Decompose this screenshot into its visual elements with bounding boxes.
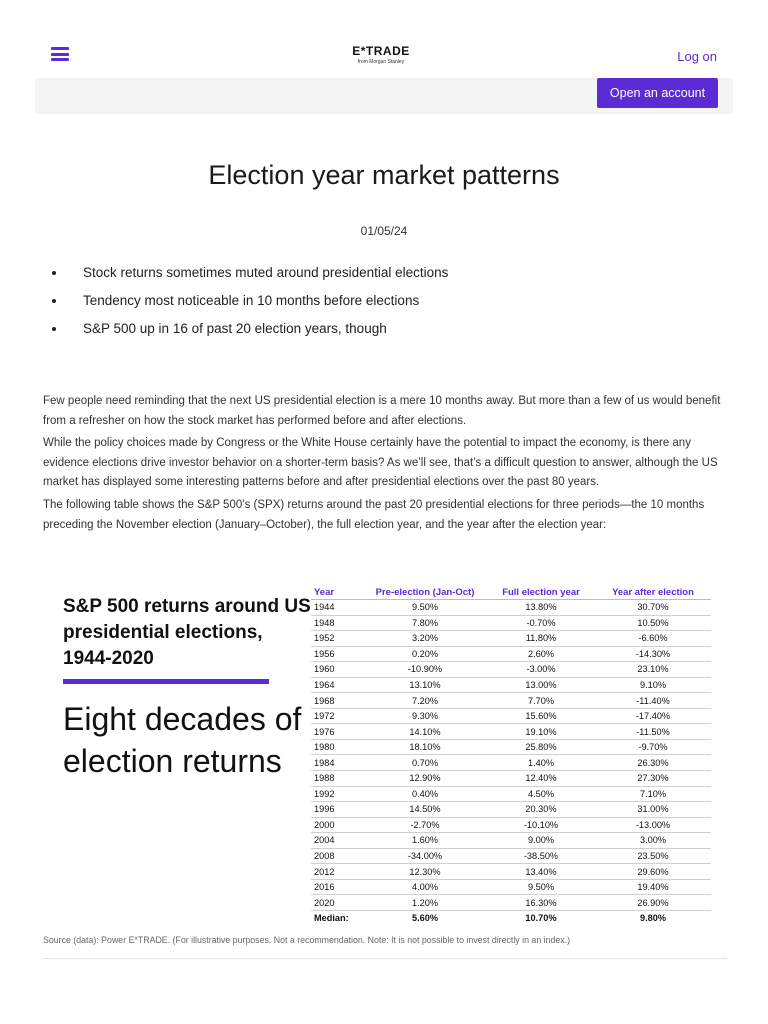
return-cell: 14.10%: [363, 724, 487, 740]
table-row: [311, 662, 711, 678]
return-cell: 26.90%: [595, 895, 711, 911]
table-row: [311, 600, 711, 616]
return-cell: 12.30%: [363, 864, 487, 880]
figure-subtitle: Eight decades of election returns: [63, 701, 302, 779]
return-cell: 0.70%: [363, 755, 487, 771]
year-cell: 1960: [311, 662, 363, 678]
column-header: Full election year: [487, 585, 595, 600]
return-cell: 29.60%: [595, 864, 711, 880]
logo-wordmark: E*TRADE: [352, 44, 410, 58]
median-row: [311, 910, 711, 925]
figure-accent-rule: [63, 679, 269, 684]
return-cell: -10.10%: [487, 817, 595, 833]
return-cell: -14.30%: [595, 646, 711, 662]
return-cell: 1.40%: [487, 755, 595, 771]
etrade-logo[interactable]: [335, 44, 427, 65]
header-top-bar: [35, 32, 733, 78]
return-cell: 3.00%: [595, 833, 711, 849]
median-label: Median:: [314, 913, 349, 924]
table-body: [311, 600, 711, 926]
year-cell: 1980: [311, 739, 363, 755]
return-cell: -2.70%: [363, 817, 487, 833]
return-cell: 16.30%: [487, 895, 595, 911]
return-cell: -0.70%: [487, 615, 595, 631]
table-row: [311, 646, 711, 662]
table-row: [311, 724, 711, 740]
return-cell: 19.40%: [595, 879, 711, 895]
return-cell: 18.10%: [363, 739, 487, 755]
body-paragraph: Few people need reminding that the next US presidential election is a mere 10 months away. But more than a few of us would benefit from a refresher on how the stock market has performed before and after elections.: [43, 395, 721, 427]
year-cell: 1992: [311, 786, 363, 802]
return-cell: 9.50%: [363, 600, 487, 616]
year-cell: 1984: [311, 755, 363, 771]
year-cell: 1964: [311, 677, 363, 693]
median-cell: 9.80%: [639, 913, 667, 924]
table-row: [311, 817, 711, 833]
year-cell: 2020: [311, 895, 363, 911]
key-point: Tendency most noticeable in 10 months before elections: [52, 291, 448, 319]
year-cell: 1956: [311, 646, 363, 662]
return-cell: 3.20%: [363, 631, 487, 647]
return-cell: 1.60%: [363, 833, 487, 849]
return-cell: 13.10%: [363, 677, 487, 693]
year-cell: 1968: [311, 693, 363, 709]
return-cell: 20.30%: [487, 802, 595, 818]
return-cell: 4.00%: [363, 879, 487, 895]
table-row: [311, 833, 711, 849]
table-row: [311, 739, 711, 755]
year-cell: 1948: [311, 615, 363, 631]
year-cell: 2004: [311, 833, 363, 849]
log-on-link[interactable]: Log on: [677, 49, 717, 64]
table-row: [311, 631, 711, 647]
return-cell: 13.80%: [487, 600, 595, 616]
column-header: Year: [311, 585, 363, 600]
return-cell: -6.60%: [595, 631, 711, 647]
return-cell: 23.10%: [595, 662, 711, 678]
return-cell: 7.80%: [363, 615, 487, 631]
return-cell: 26.30%: [595, 755, 711, 771]
return-cell: 7.70%: [487, 693, 595, 709]
year-cell: 2012: [311, 864, 363, 880]
return-cell: 9.00%: [487, 833, 595, 849]
median-cell: 5.60%: [411, 913, 439, 924]
return-cell: 27.30%: [595, 771, 711, 787]
divider: [43, 958, 727, 959]
open-account-button[interactable]: Open an account: [597, 78, 718, 108]
table-row: [311, 755, 711, 771]
figure-title: S&P 500 returns around US presidential elections, 1944-2020: [63, 596, 311, 669]
return-cell: 12.90%: [363, 771, 487, 787]
return-cell: 2.60%: [487, 646, 595, 662]
return-cell: 13.00%: [487, 677, 595, 693]
return-cell: 30.70%: [595, 600, 711, 616]
return-cell: 9.50%: [487, 879, 595, 895]
return-cell: 7.20%: [363, 693, 487, 709]
return-cell: 13.40%: [487, 864, 595, 880]
page-title: Election year market patterns: [208, 160, 560, 190]
returns-figure: [43, 578, 727, 924]
return-cell: -38.50%: [487, 848, 595, 864]
table-row: [311, 771, 711, 787]
key-points-list: [52, 263, 448, 347]
return-cell: -11.50%: [595, 724, 711, 740]
return-cell: 0.40%: [363, 786, 487, 802]
year-cell: 2000: [311, 817, 363, 833]
return-cell: 7.10%: [595, 786, 711, 802]
column-header: Pre-election (Jan-Oct): [363, 585, 487, 600]
year-cell: 1944: [311, 600, 363, 616]
return-cell: -17.40%: [595, 708, 711, 724]
return-cell: -34.00%: [363, 848, 487, 864]
year-cell: 1996: [311, 802, 363, 818]
year-cell: 1952: [311, 631, 363, 647]
publish-date: 01/05/24: [360, 224, 408, 238]
table-row: [311, 879, 711, 895]
return-cell: 31.00%: [595, 802, 711, 818]
body-paragraph: The following table shows the S&P 500’s (SPX) returns around the past 20 presidential elections for three periods—the 10 months preceding the November election (January–October), the full election year, and the year after the election year:: [43, 499, 705, 531]
return-cell: -3.00%: [487, 662, 595, 678]
return-cell: 4.50%: [487, 786, 595, 802]
return-cell: 15.60%: [487, 708, 595, 724]
returns-table: [311, 585, 711, 925]
table-row: [311, 677, 711, 693]
menu-icon[interactable]: [51, 47, 69, 61]
return-cell: 9.30%: [363, 708, 487, 724]
return-cell: 9.10%: [595, 677, 711, 693]
site-header: [35, 32, 733, 114]
logo-tagline: from Morgan Stanley: [357, 59, 405, 65]
return-cell: -11.40%: [595, 693, 711, 709]
table-row: [311, 895, 711, 911]
table-row: [311, 786, 711, 802]
table-row: [311, 802, 711, 818]
return-cell: 14.50%: [363, 802, 487, 818]
table-header-row: [311, 585, 711, 600]
header-action-bar: [35, 78, 733, 114]
year-cell: 2016: [311, 879, 363, 895]
table-row: [311, 848, 711, 864]
table-row: [311, 864, 711, 880]
body-paragraph: While the policy choices made by Congress or the White House certainly have the potential to impact the economy, is there any evidence elections drive investor behavior on a shorter-term basis? As we’ll see, that’s a difficult question to answer, although the US market has displayed some interesting patterns before and after presidential elections over the past 80 years.: [43, 437, 718, 488]
return-cell: 1.20%: [363, 895, 487, 911]
return-cell: 23.50%: [595, 848, 711, 864]
return-cell: -10.90%: [363, 662, 487, 678]
return-cell: 11.80%: [487, 631, 595, 647]
year-cell: 1972: [311, 708, 363, 724]
return-cell: 10.50%: [595, 615, 711, 631]
source-note: Source (data): Power E*TRADE. (For illustrative purposes. Not a recommendation. Note: It is not possible to invest directly in an index.): [43, 935, 571, 945]
year-cell: 1988: [311, 771, 363, 787]
return-cell: 0.20%: [363, 646, 487, 662]
key-point: S&P 500 up in 16 of past 20 election years, though: [52, 319, 448, 347]
median-cell: 10.70%: [525, 913, 557, 924]
return-cell: -13.00%: [595, 817, 711, 833]
column-header: Year after election: [595, 585, 711, 600]
return-cell: 25.80%: [487, 739, 595, 755]
table-row: [311, 615, 711, 631]
return-cell: -9.70%: [595, 739, 711, 755]
return-cell: 12.40%: [487, 771, 595, 787]
key-point: Stock returns sometimes muted around presidential elections: [52, 263, 448, 291]
table-row: [311, 708, 711, 724]
table-row: [311, 693, 711, 709]
year-cell: 1976: [311, 724, 363, 740]
year-cell: 2008: [311, 848, 363, 864]
return-cell: 19.10%: [487, 724, 595, 740]
